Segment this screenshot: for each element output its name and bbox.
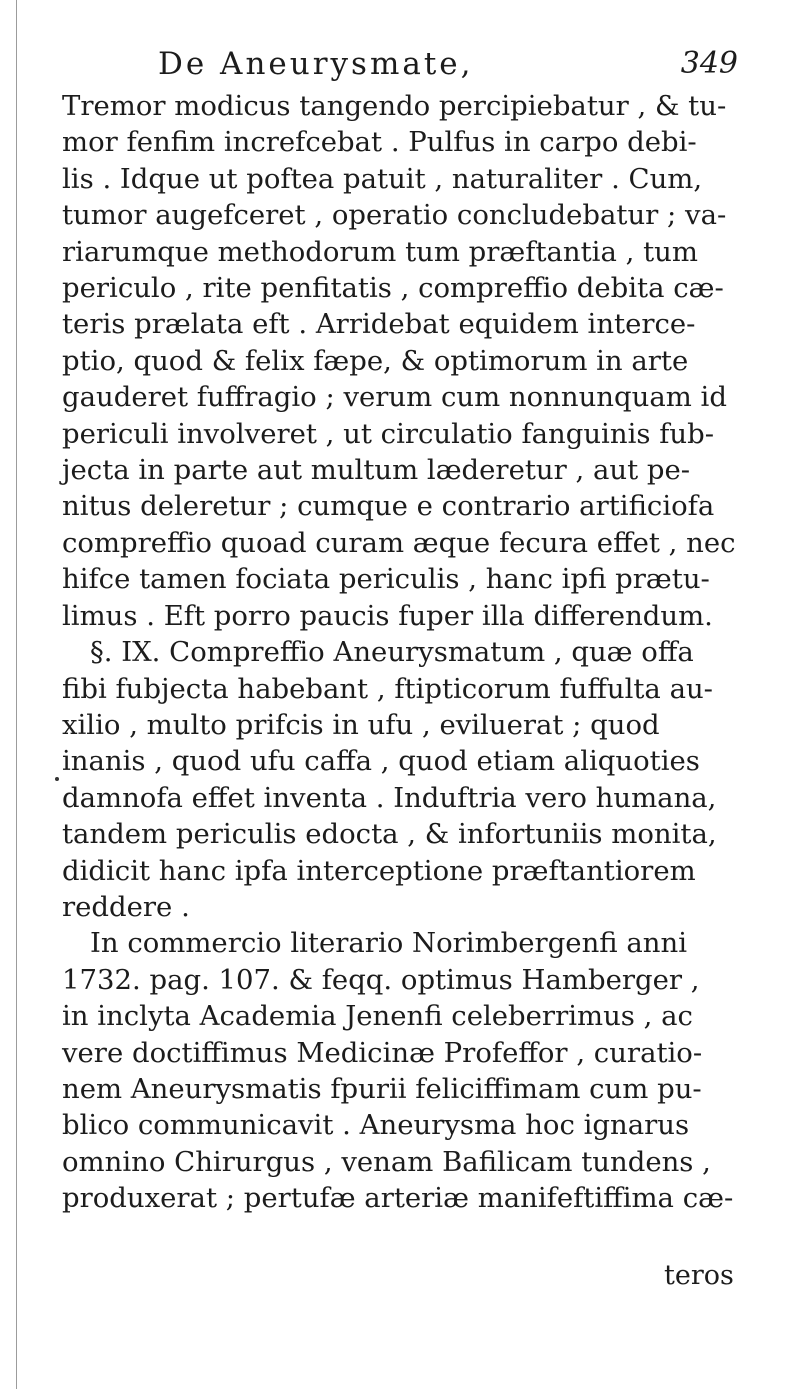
text-line: 1732. pag. 107. & feqq. optimus Hamberger , bbox=[62, 963, 700, 996]
text-line: nem Aneurysmatis fpurii feliciffimam cum pu- bbox=[62, 1072, 702, 1105]
page-edge-line bbox=[16, 0, 17, 1389]
running-title: De Aneurysmate, bbox=[158, 46, 474, 82]
text-line: in inclyta Academia Jenenfi celeberrimus , ac bbox=[62, 1000, 693, 1033]
text-line: Tremor modicus tangendo percipiebatur , & tu- bbox=[62, 90, 727, 122]
text-line: lis . Idque ut poftea patuit , naturaliter . Cum, bbox=[62, 162, 703, 195]
text-line: riarumque methodorum tum præftantia , tum bbox=[62, 235, 698, 268]
text-line: §. IX. Compreffio Aneurysmatum , quæ offa bbox=[90, 636, 694, 669]
margin-mark bbox=[55, 777, 59, 781]
text-line: fibi fubjecta habebant , ftipticorum fuffulta au- bbox=[62, 672, 713, 705]
text-line: blico communicavit . Aneurysma hoc ignarus bbox=[62, 1109, 690, 1142]
text-line: produxerat ; pertufæ arteriæ manifeftiffima cæ- bbox=[62, 1182, 734, 1215]
body-text bbox=[62, 88, 762, 1217]
text-line: tandem periculis edocta , & infortuniis monita, bbox=[62, 818, 717, 851]
text-line: In commercio literario Norimbergenfi anni bbox=[90, 927, 687, 960]
text-line: reddere . bbox=[62, 890, 190, 923]
text-line: jecta in parte aut multum læderetur , aut pe- bbox=[62, 454, 691, 487]
text-line: periculi involveret , ut circulatio fanguinis fub- bbox=[62, 417, 714, 450]
catchword: teros bbox=[664, 1260, 734, 1291]
text-line: ptio, quod & felix fæpe, & optimorum in arte bbox=[62, 344, 689, 377]
text-line: hifce tamen fociata periculis , hanc ipfi prætu- bbox=[62, 563, 710, 596]
page-header bbox=[98, 44, 738, 88]
text-line: tumor augefceret , operatio concludebatur ; va- bbox=[62, 199, 727, 232]
text-line: teris prælata eft . Arridebat equidem interce- bbox=[62, 308, 696, 341]
text-line: gauderet fuffragio ; verum cum nonnunquam id bbox=[62, 381, 727, 414]
text-line: xilio , multo prifcis in ufu , eviluerat ; quod bbox=[62, 708, 660, 741]
text-line: mor fenfim increfcebat . Pulfus in carpo debi- bbox=[62, 126, 697, 159]
page-number: 349 bbox=[680, 46, 738, 81]
text-line: periculo , rite penfitatis , compreffio debita cæ- bbox=[62, 272, 724, 305]
text-line: damnofa effet inventa . Induftria vero humana, bbox=[62, 781, 717, 814]
text-line: didicit hanc ipfa interceptione præftantiorem bbox=[62, 854, 696, 887]
text-line: vere doctiffimus Medicinæ Profeffor , curatio- bbox=[62, 1036, 703, 1069]
text-line: limus . Eft porro paucis fuper illa differendum. bbox=[62, 599, 713, 632]
text-line: nitus deleretur ; cumque e contrario artificiofa bbox=[62, 490, 715, 523]
text-line: inanis , quod ufu caffa , quod etiam aliquoties bbox=[62, 745, 700, 778]
text-line: compreffio quoad curam æque fecura effet , nec bbox=[62, 526, 736, 559]
text-line: omnino Chirurgus , venam Bafilicam tundens , bbox=[62, 1145, 711, 1178]
